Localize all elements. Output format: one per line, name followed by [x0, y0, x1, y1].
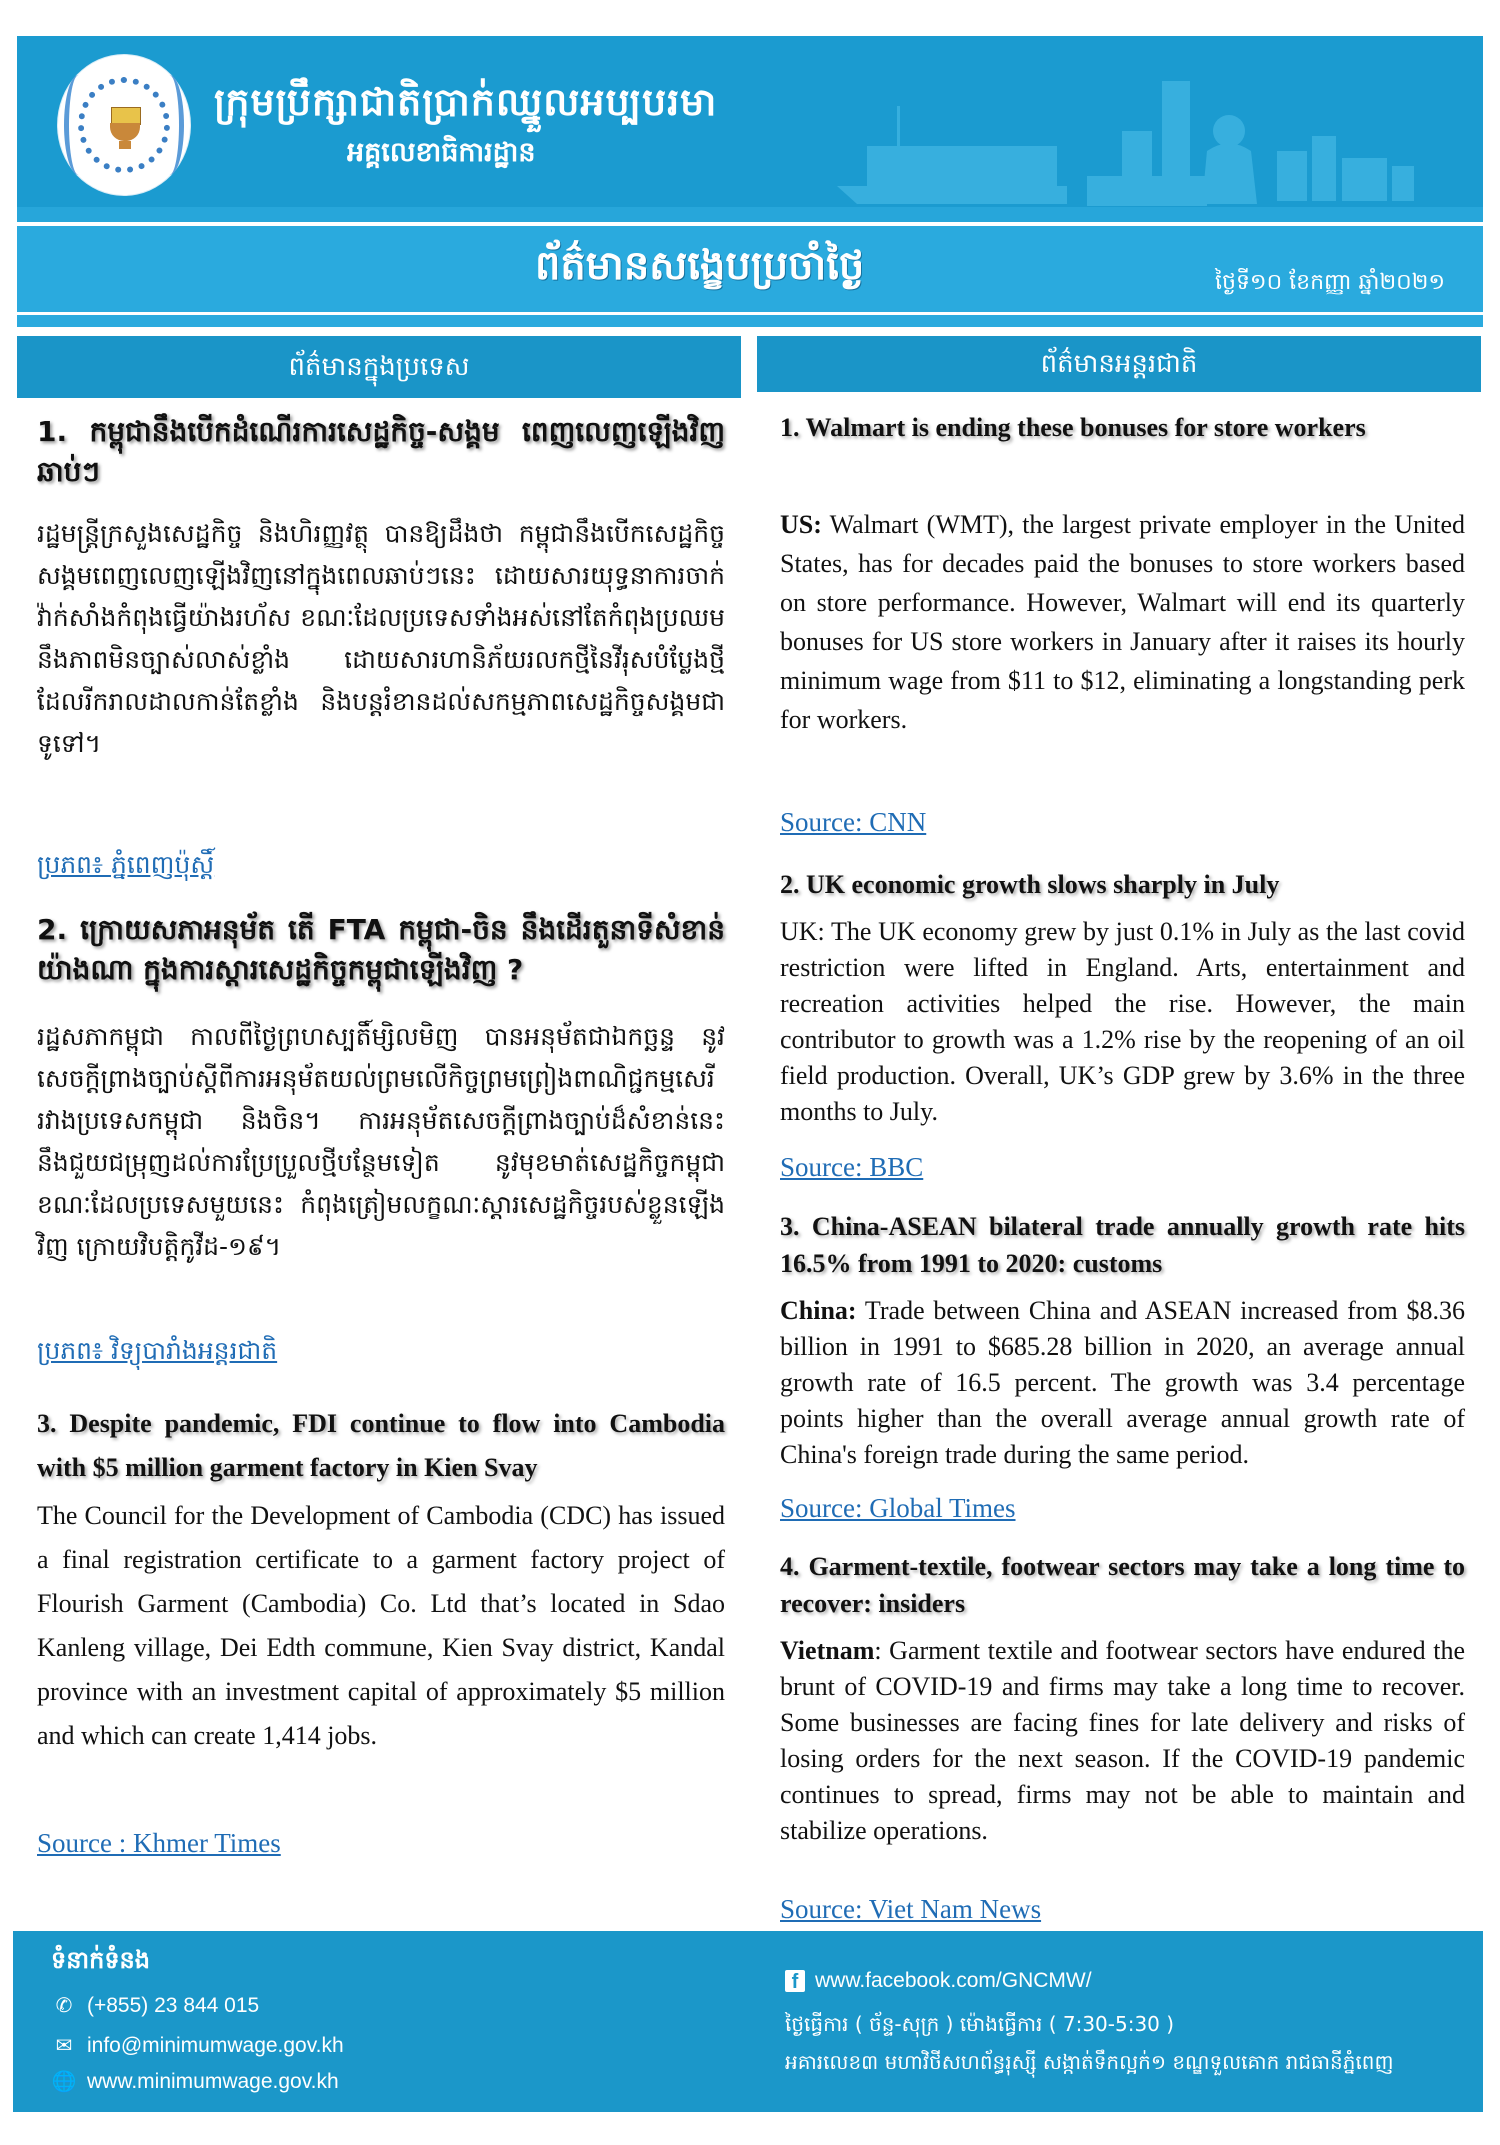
contact-website[interactable]	[51, 2069, 339, 2095]
phone-icon: ✆	[55, 1995, 73, 2017]
facebook-link[interactable]: www.facebook.com/GNCMW/	[815, 1969, 1092, 1992]
article-text: The UK economy grew by just 0.1% in July as the last covid restriction were lifted in England. Arts, entertainment and recreation activities helped the rise. However, the main contributor to growth was a 1.2% rise by the reopening of an oil field production. Overall, UK’s GDP grew by 3.6% in the three months to July.	[780, 917, 1465, 1126]
article-lead: UK:	[780, 917, 825, 946]
ship-mast	[897, 106, 900, 146]
building-2	[1312, 136, 1336, 201]
source-link[interactable]: ប្រភព៖ វិទ្យុបារាំងអន្តរជាតិ	[37, 1336, 278, 1365]
source-link[interactable]: Source: BBC	[780, 1152, 924, 1182]
article-body: រដ្ឋមន្ត្រីក្រសួងសេដ្ឋកិច្ច និងហិរញ្ញវត្ថុ បានឱ្យដឹងថា កម្ពុជានឹងបើកសេដ្ឋកិច្ចសង្គមពេញលេញឡើងវិញនៅក្នុងពេលឆាប់ៗនេះ ដោយសារយុទ្ធនាការចាក់វ៉ាក់សាំងកំពុងធ្វើយ៉ាងរហ័ស ខណៈដែលប្រទេសទាំងអស់នៅតែកំពុងប្រឈមនឹងភាពមិនច្បាស់លាស់ខ្លាំង ដោយសារហានិភ័យរលកថ្មីនៃវីរុសបំប្លែងថ្មី ដែលរីករាលដាលកាន់តែខ្លាំង និងបន្តរំខានដល់សកម្មភាពសេដ្ឋកិច្ចសង្គមជាទូទៅ។	[37, 519, 725, 758]
article-title: 4. Garment-textile, footwear sectors may take a long time to recover: insiders	[780, 1552, 1465, 1618]
building-3	[1342, 158, 1387, 201]
article-lead: Vietnam	[780, 1636, 875, 1665]
emblem-logo-icon	[57, 54, 191, 196]
ship-hull	[837, 186, 1067, 204]
section-header-local: ព័ត៌មានក្នុងប្រទេស	[17, 336, 741, 398]
envelope-icon: ✉	[55, 2035, 73, 2057]
article-title: 3. China-ASEAN bilateral trade annually growth rate hits 16.5% from 1991 to 2020: customs	[780, 1212, 1465, 1278]
building-4	[1392, 166, 1414, 201]
article-text: Trade between China and ASEAN increased from $8.36 billion in 1991 to $685.28 billion in 2020, an average annual growth rate of 16.5 percent. The growth was 3.4 percentage points higher than the overall average annual growth rate of China's foreign trade during the same period.	[780, 1296, 1465, 1469]
article-text: Walmart (WMT), the largest private employer in the United States, has for decades paid the bonuses to store workers based on store performance. However, Walmart will end its quarterly bonuses for US store workers in January after it raises its hourly minimum wage from $11 to $12, eliminating a longstanding perk for workers.	[780, 510, 1465, 734]
article-title: 3. Despite pandemic, FDI continue to flow into Cambodia with $5 million garment factory in Kien Svay	[37, 1409, 725, 1482]
article-title: 2. ក្រោយសភាអនុម័ត តើ FTA កម្ពុជា-ចិន នឹងដើរតួនាទីសំខាន់យ៉ាងណា ក្នុងការស្តារសេដ្ឋកិច្ចកម្ពុជាឡើងវិញ ?	[37, 913, 725, 986]
skyline-illustration-icon	[837, 76, 1417, 207]
title-strip	[17, 315, 1483, 327]
office-address: អគារលេខ៣ មហាវិថីសហព័ន្ធរុស្ស៊ី សង្កាត់ទឹកល្អក់១ ខណ្ឌទួលគោក រាជធានីភ្នំពេញ	[785, 2050, 1394, 2074]
worker-head	[1213, 115, 1245, 147]
article-lead: US:	[780, 510, 822, 539]
desk	[1087, 176, 1207, 206]
email-link[interactable]: info@minimumwage.gov.kh	[87, 2034, 344, 2057]
tower-tall	[1162, 81, 1190, 186]
article-text: : Garment textile and footwear sectors have endured the brunt of COVID-19 and firms may take a long time to recover. Some businesses are facing fines for late delivery and risks of losing orders for the next season. If the COVID-19 pandemic continues to spread, firms may not be able to maintain and stabilize operations.	[780, 1636, 1465, 1845]
article-body: រដ្ឋសភាកម្ពុជា កាលពីថ្ងៃព្រហស្បតិ៍ម្សិលមិញ បានអនុម័តជាឯកច្ឆន្ទ នូវសេចក្តីព្រាងច្បាប់ស្តីពីការអនុម័តយល់ព្រមលើកិច្ចព្រមព្រៀងពាណិជ្ជកម្មសេរី រវាងប្រទេសកម្ពុជា និងចិន។ ការអនុម័តសេចក្តីព្រាងច្បាប់ដ៏សំខាន់នេះ នឹងជួយជម្រុញដល់ការប្រែប្រួលថ្មីបន្ថែមទៀត នូវមុខមាត់សេដ្ឋកិច្ចកម្ពុជា ខណៈដែលប្រទេសមួយនេះ កំពុងត្រៀមលក្ខណៈស្តារសេដ្ឋកិច្ចរបស់ខ្លួនឡើងវិញ ក្រោយវិបត្តិកូវីដ-១៩។	[37, 1022, 725, 1261]
website-link[interactable]: www.minimumwage.gov.kh	[87, 2070, 339, 2093]
banner-strip	[17, 207, 1483, 222]
header-banner	[17, 36, 1483, 207]
article-title: 2. UK economic growth slows sharply in July	[780, 870, 1280, 899]
ship-cargo	[867, 146, 1057, 186]
article-body	[780, 1293, 1465, 1473]
worker-body	[1202, 144, 1257, 205]
contact-heading: ទំនាក់ទំនង	[51, 1946, 151, 1974]
pedestal-icon	[119, 141, 131, 149]
source-link[interactable]: Source: Viet Nam News	[780, 1894, 1042, 1924]
source-link[interactable]: ប្រភព៖ ភ្នំពេញប៉ុស្តិ៍	[37, 850, 215, 879]
contact-phone	[51, 1993, 259, 2019]
article-body: The Council for the Development of Cambodia (CDC) has issued a final registration certificate to a garment factory project of Flourish Garment (Cambodia) Co. Ltd that’s located in Sdao Kanleng village, Dei Edth commune, Kien Svay district, Kandal province with an investment capital of approximately $5 million and which can create 1,414 jobs.	[37, 1501, 725, 1750]
facebook-icon: f	[785, 1970, 805, 1992]
article-lead: China:	[780, 1296, 857, 1325]
source-link[interactable]: Source: Global Times	[780, 1493, 1016, 1523]
bulletin-date: ថ្ងៃទី១០ ខែកញ្ញា ឆ្នាំ២០២១	[1215, 270, 1446, 295]
source-link[interactable]: Source : Khmer Times	[37, 1828, 281, 1858]
org-name: ក្រុមប្រឹក្សាជាតិប្រាក់ឈ្នួលអប្បបរមា	[214, 80, 718, 124]
section-header-international: ព័ត៌មានអន្តរជាតិ	[757, 336, 1481, 392]
globe-icon: 🌐	[51, 2071, 77, 2093]
source-link[interactable]: Source: CNN	[780, 807, 927, 837]
bulletin-title: ព័ត៌មានសង្ខេបប្រចាំថ្ងៃ	[535, 243, 865, 289]
org-subtitle: អគ្គលេខាធិការដ្ឋាន	[347, 137, 536, 168]
contact-facebook[interactable]	[785, 1969, 1092, 1993]
building-1	[1277, 151, 1307, 201]
article-title: 1. កម្ពុជានឹងបើកដំណើរការសេដ្ឋកិច្ច-សង្គម ពេញលេញឡើងវិញឆាប់ៗ	[37, 415, 725, 488]
article-body	[780, 914, 1465, 1130]
article-title: 1. Walmart is ending these bonuses for store workers	[780, 413, 1366, 442]
footer	[13, 1931, 1483, 2112]
office-hours: ថ្ងៃធ្វើការ ( ច័ន្ទ-សុក្រ ) ម៉ោងធ្វើការ ( 7:30-5:30 )	[785, 2012, 1175, 2036]
article-body	[780, 1633, 1465, 1849]
contact-email[interactable]	[51, 2033, 344, 2059]
article-body	[780, 505, 1465, 739]
phone-text: (+855) 23 844 015	[87, 1994, 260, 2017]
